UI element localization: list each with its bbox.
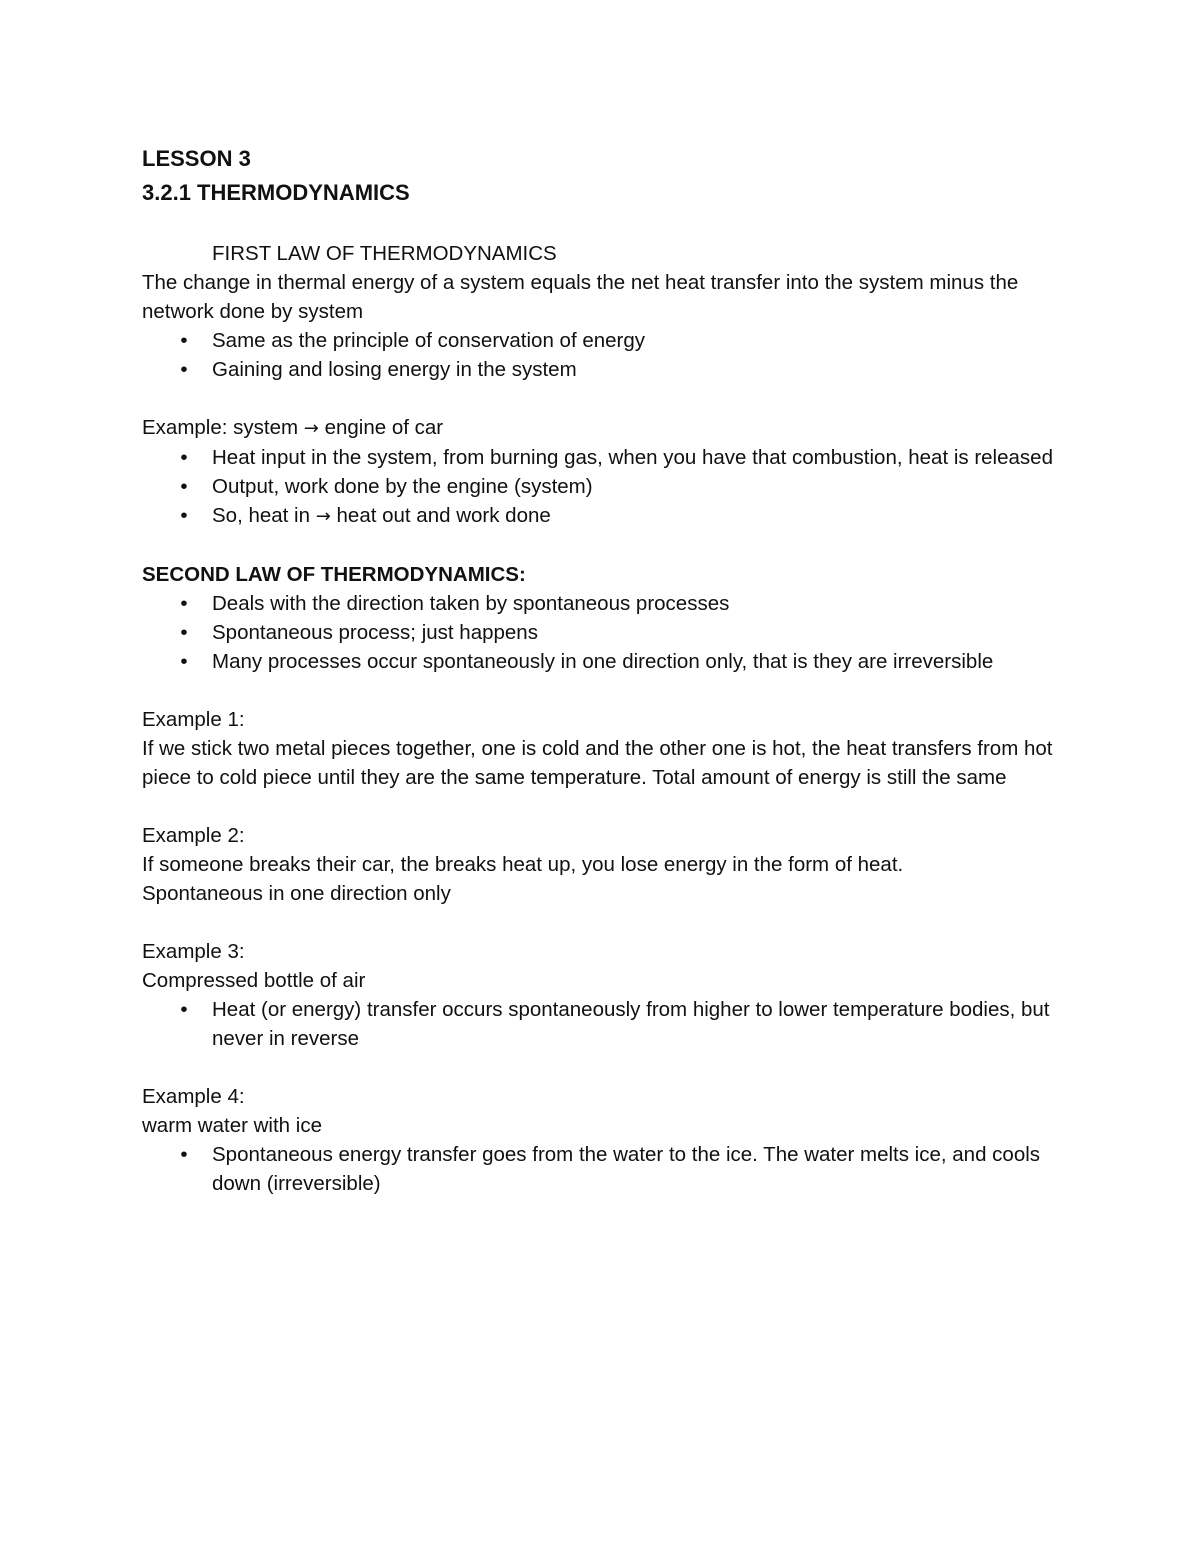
list-item: • Same as the principle of conservation of energy (142, 326, 1072, 355)
list-item: • Deals with the direction taken by spontaneous processes (142, 589, 1072, 618)
list-item: • Spontaneous energy transfer goes from the water to the ice. The water melts ice, and cools down (irreversible) (142, 1140, 1072, 1198)
list-item: • Output, work done by the engine (system) (142, 472, 1072, 501)
example-2-text: If someone breaks their car, the breaks heat up, you lose energy in the form of heat. (142, 853, 904, 876)
spacer (142, 1053, 1072, 1082)
bullet-icon: • (180, 475, 188, 498)
spacer (142, 384, 1072, 413)
second-law-heading: SECOND LAW OF THERMODYNAMICS: (142, 563, 526, 586)
bullet-icon: • (180, 358, 188, 381)
list-item: • Spontaneous process; just happens (142, 618, 1072, 647)
example-4-text: warm water with ice (142, 1114, 322, 1137)
bullet-icon: • (180, 1143, 188, 1166)
bullet-icon: • (180, 998, 188, 1021)
first-law-heading: FIRST LAW OF THERMODYNAMICS (212, 242, 557, 265)
list-item: • So, heat in → heat out and work done (142, 501, 1072, 531)
example-1-label: Example 1: (142, 708, 245, 731)
first-law-example-bullets (142, 443, 1072, 531)
first-law-bullets (142, 326, 1072, 384)
spacer (142, 908, 1072, 937)
document-page (142, 142, 1072, 1198)
example-2-label: Example 2: (142, 824, 245, 847)
example-2-text-2: Spontaneous in one direction only (142, 882, 451, 905)
spacer (142, 210, 1072, 239)
example-3-bullets (142, 995, 1072, 1053)
list-item: • Many processes occur spontaneously in one direction only, that is they are irreversible (142, 647, 1072, 676)
first-law-example: Example: system → engine of car (142, 416, 444, 439)
example-4-bullets (142, 1140, 1072, 1198)
list-item: • Heat (or energy) transfer occurs spontaneously from higher to lower temperature bodies, but never in reverse (142, 995, 1072, 1053)
spacer (142, 676, 1072, 705)
bullet-icon: • (180, 446, 188, 469)
example-3-label: Example 3: (142, 940, 245, 963)
example-3-text: Compressed bottle of air (142, 969, 366, 992)
arrow-right-icon: → (303, 418, 319, 439)
list-item: • Gaining and losing energy in the system (142, 355, 1072, 384)
bullet-icon: • (180, 621, 188, 644)
lesson-title: LESSON 3 (142, 146, 251, 171)
bullet-icon: • (180, 592, 188, 615)
bullet-icon: • (180, 650, 188, 673)
bullet-icon: • (180, 504, 188, 527)
list-item: • Heat input in the system, from burning gas, when you have that combustion, heat is released (142, 443, 1072, 472)
bullet-icon: • (180, 329, 188, 352)
second-law-bullets (142, 589, 1072, 676)
section-title: 3.2.1 THERMODYNAMICS (142, 180, 410, 205)
arrow-right-icon: → (315, 506, 331, 527)
spacer (142, 531, 1072, 560)
example-1-text: If we stick two metal pieces together, one is cold and the other one is hot, the heat transfers from hot piece to cold piece until they are the same temperature. Total amount of energy is still the same (142, 737, 1053, 789)
spacer (142, 792, 1072, 821)
first-law-definition: The change in thermal energy of a system equals the net heat transfer into the system minus the network done by system (142, 271, 1019, 323)
example-4-label: Example 4: (142, 1085, 245, 1108)
